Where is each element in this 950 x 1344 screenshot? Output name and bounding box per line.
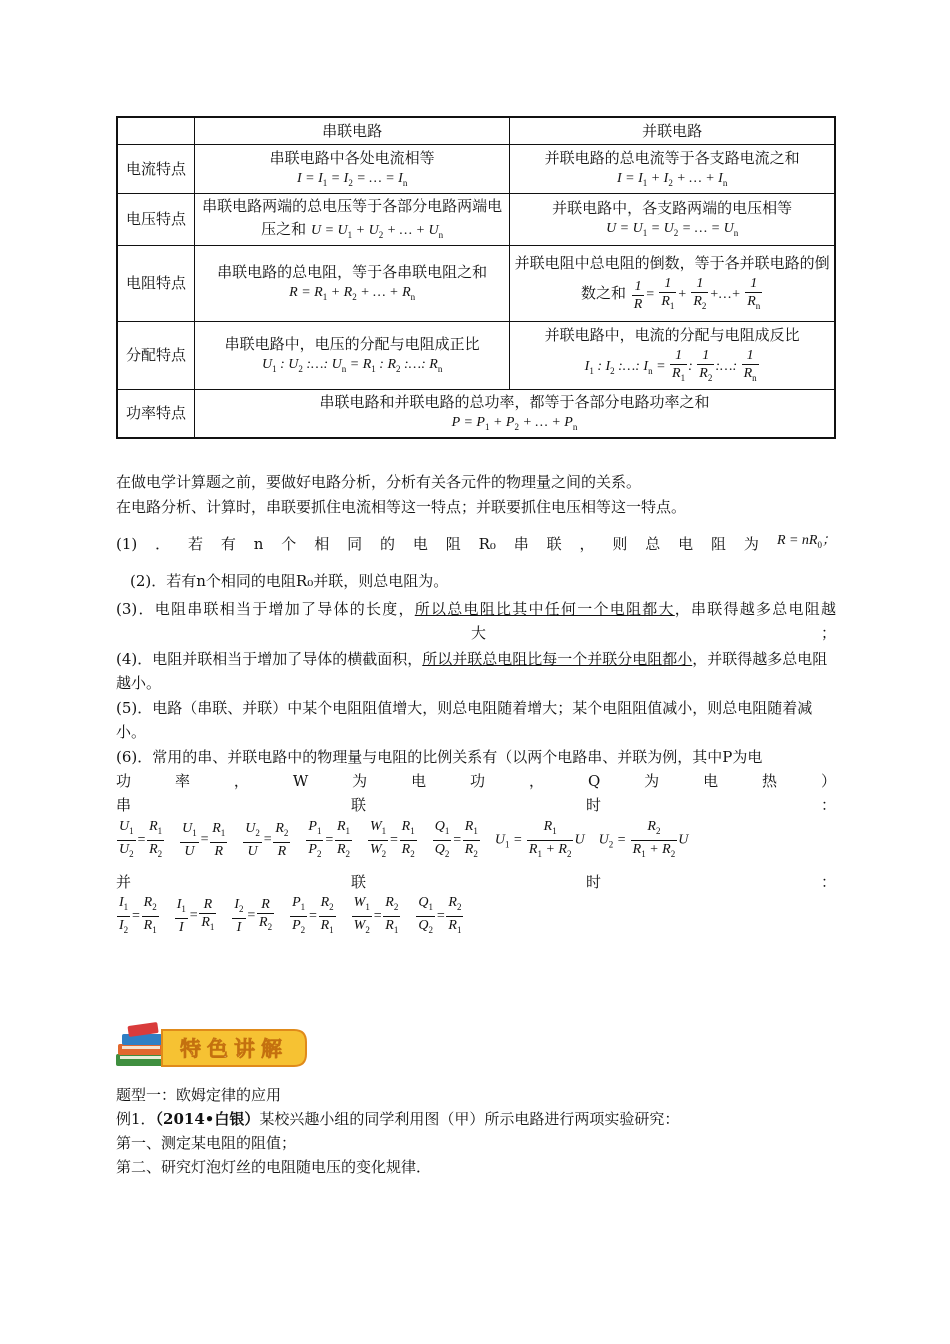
- cell-text: 并联电阻中总电阻的倒数，等于各并联电路的倒数之和: [514, 254, 830, 303]
- item-6-line-1: (6)．常用的串、并联电路中的物理量与电阻的比例关系有（以两个电路串、并联为例，其中P为电: [116, 748, 763, 766]
- header-parallel: 并联电路: [510, 117, 835, 145]
- question-type: 题型一：欧姆定律的应用: [116, 1086, 282, 1104]
- table-row: [117, 322, 835, 390]
- item-3-line-2: 大；: [471, 624, 836, 642]
- cell-text: 串联电路和并联电路的总功率，都等于各部分电路功率之和: [319, 393, 710, 411]
- cell-text: 并联电路中，电流的分配与电阻成反比: [544, 326, 800, 345]
- table-row: [117, 246, 835, 322]
- note-line-1: 在做电学计算题之前，要做好电路分析，分析有关各元件的物理量之间的关系。: [116, 473, 642, 491]
- series-n-resistance-formula: $R = nR_0$；: [776, 533, 836, 550]
- row-label: 功率特点: [117, 390, 195, 438]
- table-row: [117, 194, 835, 246]
- badge-text: 特色讲解: [180, 1037, 288, 1061]
- item-4-text-a: (4)．电阻并联相当于增加了导体的横截面积，: [116, 650, 423, 668]
- table-cell: [195, 246, 510, 322]
- series-ratios: $\frac{U_1}{U_2}$ = $\frac{R_1}{R_2}$ $\frac{U_1}{U}$ = $\frac{R_1}{R}$ $\frac{U_2}{U}$ = $\frac{R_2}{R}$ $\frac{P_1}{P_2}$ = $\frac{R_1}{R_2}$ $\frac{W_1}{W_2}$ = $\frac{R_1}{R_2}$ $\frac{Q_1}{Q_2}$ = $\frac{R_1}{R_2}$ $U_1$ = $\frac{R_1}{R_1 + R_2}$ U $U_2$ = $\frac{R_2}{R_1 + R_2}$ U: [119, 819, 689, 860]
- note-line-2: 在电路分析、计算时，串联要抓住电流相等这一特点；并联要抓住电压相等这一特点。: [116, 498, 687, 516]
- row-label: 电压特点: [117, 194, 195, 246]
- series-current-formula: $I = I_1 = I_2$ = … = $I_n$: [296, 170, 408, 188]
- table-header-row: [117, 117, 835, 145]
- table-cell: [195, 194, 510, 246]
- cell-text: 串联电路的总电阻，等于各串联电阻之和: [217, 263, 488, 282]
- table-cell-merged: [195, 390, 836, 438]
- table-cell: [510, 145, 835, 194]
- item-1: [116, 532, 836, 556]
- parallel-when-label: 并联时：: [116, 873, 836, 891]
- example-source: （2014•白银）: [155, 1110, 260, 1128]
- table-cell: [195, 322, 510, 390]
- series-distribution-formula: $U_1$ : $U_2$ :…: $U_n = R_1$ : $R_2$ :…: $R_n$: [261, 357, 443, 374]
- row-label: 电阻特点: [117, 246, 195, 322]
- cell-text: 串联电路中，电压的分配与电阻成正比: [224, 335, 480, 354]
- item-3-text-b: ，串联得越多总电阻越: [674, 600, 836, 618]
- item-5: (5)．电路（串联、并联）中某个电阻阻值增大，则总电阻随着增大；某个电阻阻值减小，则总电阻随着减小。: [116, 699, 813, 741]
- item-3-underlined: 所以总电阻比其中任何一个电阻都大: [414, 600, 675, 618]
- series-voltage-formula: $U = U_1 + U_2$ + … + $U_n$: [310, 223, 444, 240]
- parallel-current-formula: $I = I_1 + I_2$ + … + $I_n$: [616, 170, 728, 188]
- example-text: 某校兴趣小组的同学利用图（甲）所示电路进行两项实验研究：: [259, 1110, 680, 1128]
- table-cell: [510, 246, 835, 322]
- parallel-distribution-formula: $I_1$ : $I_2$ :…: $I_n$ = $\frac{1}{R_1}$ : $\frac{1}{R_2}$ :…: $\frac{1}{R_n}$: [584, 348, 757, 383]
- cell-text: 串联电路两端的总电压等于各部分电路两端电压之和: [202, 197, 503, 239]
- table-cell: [510, 322, 835, 390]
- example-first: 第一、测定某电阻的阻值；: [116, 1134, 297, 1152]
- item-1-text: (1)．若有n个相同的电阻R₀串联，则总电阻为: [116, 535, 759, 553]
- item-2: (2)．若有n个相同的电阻R₀并联，则总电阻为。: [130, 572, 449, 590]
- series-resistance-formula: $R = R_1 + R_2$ + … + $R_n$: [289, 285, 416, 302]
- item-4: [116, 647, 836, 695]
- table-cell: [510, 194, 835, 246]
- table-row: [117, 145, 835, 194]
- circuit-comparison-table: [116, 116, 836, 439]
- section-badge: [114, 1022, 310, 1072]
- header-series: 串联电路: [195, 117, 510, 145]
- item-4-underlined: 所以并联总电阻比每一个并联分电阻都小: [422, 650, 693, 668]
- cell-text: 并联电路的总电流等于各支路电流之和: [544, 148, 800, 167]
- table-row: [117, 390, 835, 438]
- item-3-text-a: (3)．电阻串联相当于增加了导体的长度，: [116, 600, 415, 618]
- row-label: 分配特点: [117, 322, 195, 390]
- power-formula: $P = P_1 + P_2$ + … + $P_n$: [451, 415, 578, 432]
- item-3: [116, 597, 836, 645]
- cell-text: 串联电路中各处电流相等: [269, 148, 435, 167]
- books-icon: [116, 1022, 166, 1066]
- item-6: [116, 745, 836, 817]
- example-1: [116, 1107, 836, 1131]
- example-label: 例1．: [116, 1110, 156, 1128]
- cell-text: 并联电路中，各支路两端的电压相等: [552, 199, 793, 218]
- header-empty-cell: [117, 117, 195, 145]
- parallel-voltage-formula: $U = U_1 = U_2$ = … = $U_n$: [606, 221, 739, 238]
- item-3-line-1: [116, 597, 836, 621]
- parallel-resistance-formula: $\frac{1}{R}$ = $\frac{1}{R_1}$ + $\frac{1}{R_2}$ +…+ $\frac{1}{R_n}$: [633, 276, 761, 312]
- example-second: 第二、研究灯泡灯丝的电阻随电压的变化规律．: [116, 1158, 432, 1176]
- row-label: 电流特点: [117, 145, 195, 194]
- series-when-label: 串联时：: [116, 796, 836, 814]
- table-cell: [195, 145, 510, 194]
- item-4-text-b: ，并联得越多总电阻越小。: [116, 650, 828, 692]
- item-6-line-2: 功率，W为电功，Q为电热）: [116, 772, 836, 790]
- parallel-ratios: $\frac{I_1}{I_2}$ = $\frac{R_2}{R_1}$ $\frac{I_1}{I}$ = $\frac{R}{R_1}$ $\frac{I_2}{I}$ = $\frac{R}{R_2}$ $\frac{P_1}{P_2}$ = $\frac{R_2}{R_1}$ $\frac{W_1}{W_2}$ = $\frac{R_2}{R_1}$ $\frac{Q_1}{Q_2}$ = $\frac{R_2}{R_1}$: [119, 895, 462, 936]
